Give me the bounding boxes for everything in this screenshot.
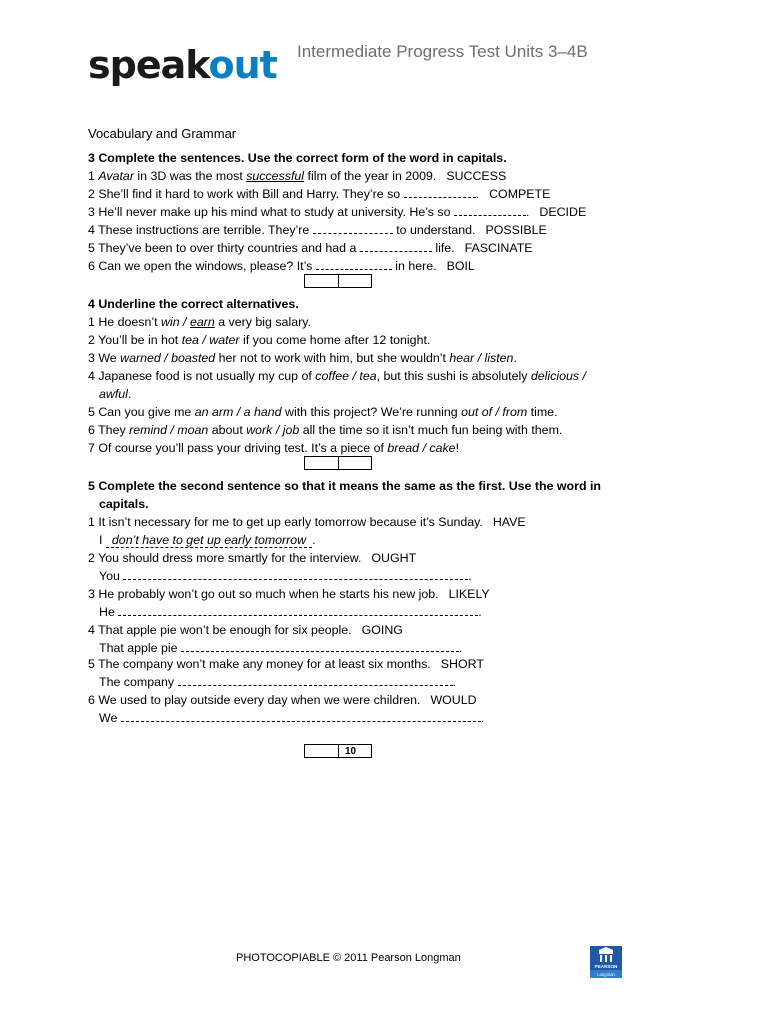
- speakout-logo: speakout: [88, 43, 277, 87]
- exercise-3-item-4: 4 These instructions are terrible. They’re to understand. POSSIBLE: [88, 223, 547, 237]
- exercise-3-item-3: 3 He’ll never make up his mind what to study at university. He’s so . DECIDE: [88, 205, 587, 219]
- section-heading: Vocabulary and Grammar: [88, 126, 237, 141]
- exercise-4-heading: 4 Underline the correct alternatives.: [88, 297, 299, 311]
- answer-blank[interactable]: [454, 204, 526, 216]
- exercise-5-item-3: 3 He probably won’t go out so much when he starts his new job. LIKELY: [88, 587, 490, 601]
- exercise-3-item-1: 1 Avatar in 3D was the most successful film of the year in 2009. SUCCESS: [88, 169, 507, 183]
- exercise-3-heading: 3 Complete the sentences. Use the correct form of the word in capitals.: [88, 151, 507, 165]
- exercise-4-item-4: 4 Japanese food is not usually my cup of coffee / tea, but this sushi is absolutely delicious /: [88, 369, 586, 383]
- exercise-5-item-5: 5 The company won’t make any money for at least six months. SHORT: [88, 657, 484, 671]
- exercise-5-item-2: 2 You should dress more smartly for the interview. OUGHT: [88, 551, 417, 565]
- exercise-4-item-7: 7 Of course you’ll pass your driving test. It’s a piece of bread / cake!: [88, 441, 460, 455]
- exercise-3-item-2: 2 She’ll find it hard to work with Bill and Harry. They’re so . COMPETE: [88, 187, 551, 201]
- exercise-5-heading: 5 Complete the second sentence so that it means the same as the first. Use the word in: [88, 479, 601, 493]
- logo-text-longman: Longman: [597, 972, 615, 977]
- footer-copyright: PHOTOCOPIABLE © 2011 Pearson Longman: [236, 952, 461, 964]
- exercise-3-item-5: 5 They’ve been to over thirty countries and had a life. FASCINATE: [88, 241, 533, 255]
- exercise-5-item-3-answer: He .: [99, 605, 482, 619]
- exercise-4-item-5: 5 Can you give me an arm / a hand with this project? We’re running out of / from time.: [88, 405, 558, 419]
- exercise-5-item-4-answer: That apple pie .: [99, 641, 463, 655]
- score-total: 10: [345, 746, 357, 757]
- exercise-3-item-6: 6 Can we open the windows, please? It’s in here. BOIL: [88, 259, 475, 273]
- exercise-4-item-4-cont: awful.: [99, 387, 132, 401]
- exercise-4-item-3: 3 We warned / boasted her not to work with him, but she wouldn’t hear / listen.: [88, 351, 517, 365]
- exercise-5-item-1: 1 It isn’t necessary for me to get up early tomorrow because it’s Sunday. HAVE: [88, 515, 526, 529]
- exercise-5-heading-cont: capitals.: [99, 497, 149, 511]
- exercise-5-item-2-answer: You .: [99, 569, 472, 583]
- answer-blank[interactable]: [313, 222, 393, 234]
- score-box-exercise-4[interactable]: [304, 456, 372, 470]
- exercise-5-item-1-answer: I don’t have to get up early tomorrow .: [99, 533, 316, 547]
- answer-blank[interactable]: [181, 640, 459, 652]
- answer-blank[interactable]: [316, 258, 392, 270]
- exercise-5-item-6: 6 We used to play outside every day when we were children. WOULD: [88, 693, 477, 707]
- exercise-5-item-4: 4 That apple pie won’t be enough for six people. GOING: [88, 623, 403, 637]
- answer-blank[interactable]: [360, 240, 432, 252]
- answer-blank[interactable]: [404, 186, 476, 198]
- example-answer: don’t have to get up early tomorrow: [106, 533, 312, 548]
- pearson-longman-logo: [590, 946, 622, 978]
- score-box-total[interactable]: [304, 744, 372, 758]
- exercise-4-item-1: 1 He doesn’t win / earn a very big salary.: [88, 315, 311, 329]
- test-title: Intermediate Progress Test Units 3–4B: [297, 42, 588, 61]
- score-box-exercise-3[interactable]: [304, 274, 372, 288]
- answer-blank[interactable]: [123, 568, 468, 580]
- exercise-4-item-2: 2 You’ll be in hot tea / water if you come home after 12 tonight.: [88, 333, 431, 347]
- answer-blank[interactable]: [118, 604, 478, 616]
- exercise-5-item-5-answer: The company .: [99, 675, 456, 689]
- exercise-5-item-6-answer: We .: [99, 711, 485, 725]
- exercise-4-item-6: 6 They remind / moan about work / job all the time so it isn’t much fun being with them.: [88, 423, 563, 437]
- answer-blank[interactable]: [178, 674, 453, 686]
- logo-text-pearson: PEARSON: [594, 964, 618, 969]
- answer-blank[interactable]: [121, 710, 481, 722]
